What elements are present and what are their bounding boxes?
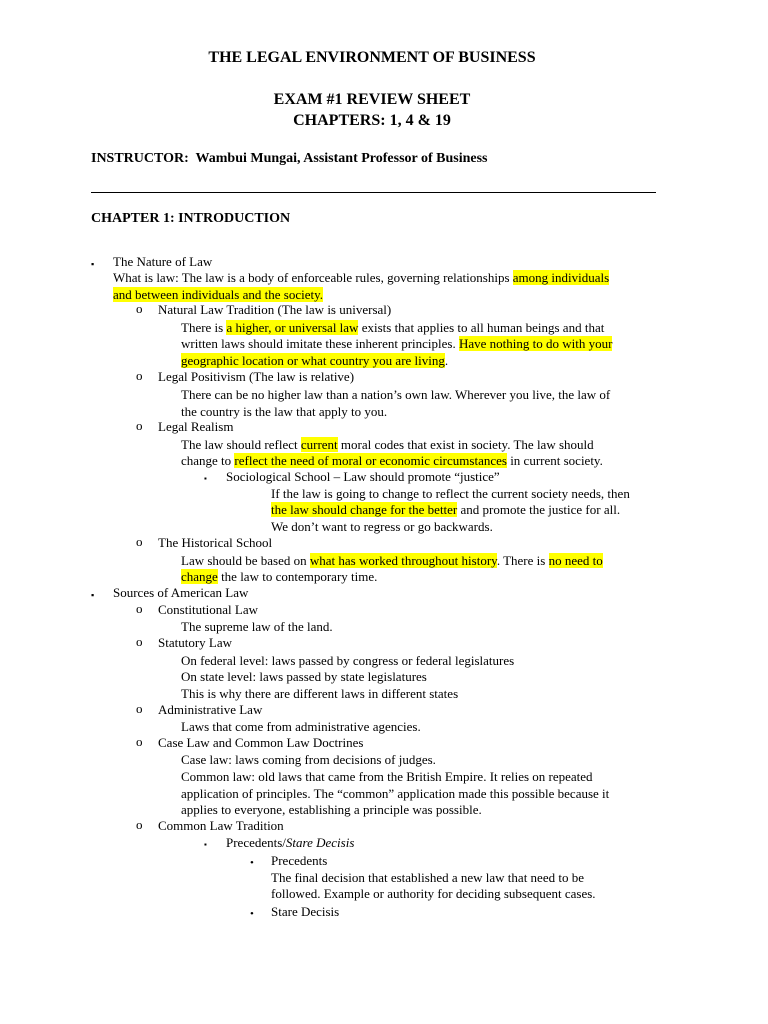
text-run: Legal Realism [158,419,234,434]
text-run: There is [181,320,227,335]
text-run: The Nature of Law [113,254,213,269]
text-run: Precedents [271,853,328,868]
highlighted-text: geographic location or what country you are living [181,353,445,368]
chapter-heading: CHAPTER 1: INTRODUCTION [91,211,291,226]
outline-item [158,818,284,835]
text-run: The final decision that established a new law that need to be [271,870,584,885]
outline-item [271,853,327,870]
outline-text-line [181,619,333,636]
outline-item [226,469,500,486]
outline-text-line [271,519,493,536]
outline-text-line [181,669,427,686]
outline-item [158,602,258,619]
text-run: Case law: laws coming from decisions of judges. [181,752,436,767]
text-run: change to [181,453,235,468]
horizontal-rule [91,192,656,193]
text-run: The supreme law of the land. [181,619,333,634]
text-run: There can be no higher law than a nation’s own law. Wherever you live, the law of [181,387,611,402]
circle-bullet-icon: o [136,817,143,832]
text-run: exists that applies to all human beings and that [358,320,605,335]
outline-item [158,635,232,652]
outline-text-line [271,486,630,503]
outline-text-line [181,437,594,454]
dot-bullet-icon: • [250,857,254,869]
outline-text-line [181,453,603,470]
text-run: Statutory Law [158,635,233,650]
outline-item [113,585,248,602]
outline-item [158,369,354,386]
circle-bullet-icon: o [136,701,143,716]
outline-text-line [181,320,604,337]
text-run: applies to everyone, establishing a principle was possible. [181,802,482,817]
outline-item [158,302,391,319]
text-run: Natural Law Tradition (The law is universal) [158,302,392,317]
text-run: Laws that come from administrative agencies. [181,719,421,734]
circle-bullet-icon: o [136,634,143,649]
outline-item [226,835,354,852]
text-run: application of principles. The “common” application made this possible because it [181,786,610,801]
outline-text-line [181,653,514,670]
text-run: . There is [496,553,549,568]
square-bullet-icon: ▪ [91,259,95,269]
outline-item [271,904,339,921]
outline-item [158,419,233,436]
text-run: This is why there are different laws in different states [181,686,459,701]
document-title: THE LEGAL ENVIRONMENT OF BUSINESS [208,49,536,66]
text-run: in current society. [506,453,603,468]
square-bullet-icon: ▪ [204,474,207,483]
circle-bullet-icon: o [136,301,143,316]
text-run: Common law: old laws that came from the British Empire. It relies on repeated [181,769,593,784]
highlighted-text: and between individuals and the society. [113,287,323,302]
outline-text-line [181,719,421,736]
text-run: Law should be based on [181,553,310,568]
text-run: Precedents/ [226,835,286,850]
outline-text-line [181,336,612,353]
text-run: Stare Decisis [285,835,355,850]
text-run: Case Law and Common Law Doctrines [158,735,364,750]
highlighted-text: reflect the need of moral or economic circumstances [234,453,507,468]
text-run: Constitutional Law [158,602,259,617]
outline-item [158,535,272,552]
text-run: the law to contemporary time. [217,569,378,584]
text-run: We don’t want to regress or go backwards. [271,519,493,534]
square-bullet-icon: ▪ [91,590,95,600]
outline-text-line [271,870,584,887]
highlighted-text: the law should change for the better [271,502,458,517]
dot-bullet-icon: • [250,908,254,920]
outline-text-line [181,802,482,819]
text-run: followed. Example or authority for deciding subsequent cases. [271,886,596,901]
chapters-heading: CHAPTERS: 1, 4 & 19 [293,112,451,129]
outline-text-line [181,353,448,370]
outline-text-line [271,502,620,519]
text-run: What is law: The law is a body of enforceable rules, governing relationships [113,270,513,285]
circle-bullet-icon: o [136,418,143,433]
outline-text-line [181,387,610,404]
circle-bullet-icon: o [136,534,143,549]
text-run: Sources of American Law [113,585,249,600]
exam-heading: EXAM #1 REVIEW SHEET [273,91,471,108]
outline-item [158,735,363,752]
highlighted-text: change [181,569,218,584]
highlighted-text: what has worked throughout history [309,553,497,568]
outline-text-line [271,886,596,903]
instructor-name: Wambui Mungai, Assistant Professor of Business [195,151,488,166]
outline-text-line [181,769,593,786]
circle-bullet-icon: o [136,601,143,616]
text-run: The Historical School [158,535,273,550]
square-bullet-icon: ▪ [204,840,207,849]
text-run: Administrative Law [158,702,263,717]
highlighted-text: a higher, or universal law [226,320,359,335]
outline-item [113,254,212,271]
instructor-label: INSTRUCTOR: [91,151,189,166]
text-run: Stare Decisis [271,904,340,919]
text-run: Sociological School – Law should promote “justice” [226,469,500,484]
highlighted-text: Have nothing to do with your [459,336,613,351]
highlighted-text: among individuals [512,270,610,285]
outline-text-line [181,553,603,570]
text-run: written laws should imitate these inherent principles. [181,336,459,351]
text-run: Common Law Tradition [158,818,284,833]
text-run: The law should reflect [181,437,301,452]
instructor-line [91,151,488,167]
text-run: moral codes that exist in society. The law should [337,437,594,452]
text-run: . [444,353,449,368]
highlighted-text: current [300,437,338,452]
circle-bullet-icon: o [136,368,143,383]
text-run: Legal Positivism (The law is relative) [158,369,355,384]
outline-text-line [181,752,436,769]
text-run: the country is the law that apply to you. [181,404,388,419]
highlighted-text: no need to [548,553,603,568]
outline-item [158,702,262,719]
circle-bullet-icon: o [136,734,143,749]
text-run: On state level: laws passed by state legislatures [181,669,427,684]
outline-text-line [181,786,609,803]
text-run: If the law is going to change to reflect the current society needs, then [271,486,630,501]
text-run: and promote the justice for all. [457,502,621,517]
text-run: On federal level: laws passed by congress or federal legislatures [181,653,515,668]
outline-text-line [181,686,458,703]
outline-text-line [181,569,377,586]
outline-text-line [113,270,609,287]
